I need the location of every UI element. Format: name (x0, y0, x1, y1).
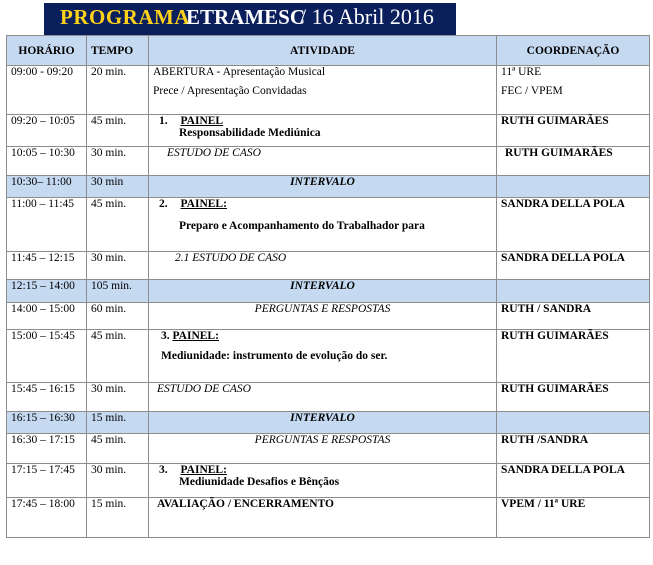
cell-horario: 17:45 – 18:00 (7, 498, 87, 538)
coord-line: 11ª URE (501, 66, 542, 78)
activity-line (153, 464, 492, 476)
item-title: PAINEL: (180, 198, 227, 210)
item-title: PAINEL: (172, 330, 219, 342)
cell-horario: 14:00 – 15:00 (7, 303, 87, 330)
activity-line: Preparo e Acompanhamento do Trabalhador para (179, 220, 425, 232)
cell-coordenacao: SANDRA DELLA POLA (497, 198, 650, 252)
cell-atividade: INTERVALO (149, 412, 497, 434)
cell-horario: 11:00 – 11:45 (7, 198, 87, 252)
title-programa: PROGRAMA (60, 5, 190, 29)
cell-coordenacao: SANDRA DELLA POLA (497, 464, 650, 498)
cell-tempo: 45 min. (87, 115, 149, 147)
cell-coordenacao: RUTH GUIMARÃES (497, 147, 650, 176)
cell-horario: 11:45 – 12:15 (7, 252, 87, 280)
cell-tempo: 15 min. (87, 498, 149, 538)
cell-coordenacao: RUTH GUIMARÃES (497, 115, 650, 147)
cell-atividade: INTERVALO (149, 176, 497, 198)
table-row (7, 330, 650, 383)
item-title: PAINEL: (180, 464, 227, 476)
activity-line: Responsabilidade Mediúnica (179, 127, 321, 139)
cell-tempo: 20 min. (87, 66, 149, 115)
cell-coordenacao: RUTH /SANDRA (497, 434, 650, 464)
cell-horario: 15:00 – 15:45 (7, 330, 87, 383)
table-row-interval (7, 176, 650, 198)
cell-horario: 17:15 – 17:45 (7, 464, 87, 498)
cell-tempo: 30 min. (87, 464, 149, 498)
activity-line (153, 115, 492, 127)
cell-atividade: AVALIAÇÃO / ENCERRAMENTO (149, 498, 497, 538)
col-header-horario: HORÁRIO (7, 36, 87, 66)
col-header-atividade: ATIVIDADE (149, 36, 497, 66)
cell-tempo: 30 min. (87, 252, 149, 280)
activity-line: Prece / Apresentação Convidadas (153, 85, 307, 97)
cell-atividade: 2.1 ESTUDO DE CASO (149, 252, 497, 280)
cell-atividade: ESTUDO DE CASO (149, 383, 497, 412)
item-number: 2. (159, 198, 168, 210)
cell-coordenacao: SANDRA DELLA POLA (497, 252, 650, 280)
cell-tempo: 30 min (87, 176, 149, 198)
cell-coordenacao (497, 66, 650, 115)
activity-line (153, 198, 492, 210)
cell-coordenacao (497, 280, 650, 303)
table-row (7, 498, 650, 538)
cell-tempo: 45 min. (87, 434, 149, 464)
cell-horario: 09:00 - 09:20 (7, 66, 87, 115)
cell-atividade (149, 464, 497, 498)
cell-horario: 10:05 – 10:30 (7, 147, 87, 176)
table-row-interval (7, 412, 650, 434)
table-row (7, 147, 650, 176)
schedule-table (6, 35, 650, 538)
item-number: 3. (159, 464, 168, 476)
table-row (7, 66, 650, 115)
col-header-tempo: TEMPO (87, 36, 149, 66)
activity-line: Mediunidade: instrumento de evolução do ser. (161, 350, 388, 362)
table-row (7, 252, 650, 280)
table-row (7, 464, 650, 498)
cell-coordenacao: RUTH / SANDRA (497, 303, 650, 330)
cell-atividade: PERGUNTAS E RESPOSTAS (149, 434, 497, 464)
item-title: PAINEL (180, 115, 224, 127)
cell-coordenacao: VPEM / 11ª URE (497, 498, 650, 538)
cell-horario: 09:20 – 10:05 (7, 115, 87, 147)
cell-tempo: 45 min. (87, 198, 149, 252)
cell-atividade (149, 115, 497, 147)
cell-horario: 12:15 – 14:00 (7, 280, 87, 303)
cell-coordenacao (497, 412, 650, 434)
cell-atividade (149, 198, 497, 252)
title-date: / 16 Abril 2016 (300, 4, 434, 29)
cell-atividade: INTERVALO (149, 280, 497, 303)
cell-horario: 16:30 – 17:15 (7, 434, 87, 464)
cell-atividade: ESTUDO DE CASO (149, 147, 497, 176)
table-row-interval (7, 280, 650, 303)
cell-horario: 15:45 – 16:15 (7, 383, 87, 412)
cell-tempo: 15 min. (87, 412, 149, 434)
col-header-coordenacao: COORDENAÇÃO (497, 36, 650, 66)
title-event-name: ETRAMESC (186, 5, 306, 29)
table-row (7, 383, 650, 412)
cell-tempo: 30 min. (87, 383, 149, 412)
table-row (7, 434, 650, 464)
cell-atividade: PERGUNTAS E RESPOSTAS (149, 303, 497, 330)
cell-coordenacao: RUTH GUIMARÃES (497, 383, 650, 412)
cell-tempo: 105 min. (87, 280, 149, 303)
item-number: 1. (159, 115, 168, 127)
activity-line: ABERTURA - Apresentação Musical (153, 66, 326, 78)
table-row (7, 198, 650, 252)
cell-horario: 16:15 – 16:30 (7, 412, 87, 434)
item-number: 3. (161, 330, 170, 342)
activity-line (153, 330, 492, 342)
coord-line: FEC / VPEM (501, 85, 563, 97)
header-row (7, 36, 650, 66)
activity-line: Mediunidade Desafios e Bênçãos (179, 476, 340, 488)
table-row (7, 303, 650, 330)
cell-coordenacao (497, 176, 650, 198)
cell-tempo: 60 min. (87, 303, 149, 330)
cell-coordenacao: RUTH GUIMARÃES (497, 330, 650, 383)
cell-horario: 10:30– 11:00 (7, 176, 87, 198)
cell-atividade (149, 330, 497, 383)
cell-atividade (149, 66, 497, 115)
table-row (7, 115, 650, 147)
cell-tempo: 45 min. (87, 330, 149, 383)
cell-tempo: 30 min. (87, 147, 149, 176)
